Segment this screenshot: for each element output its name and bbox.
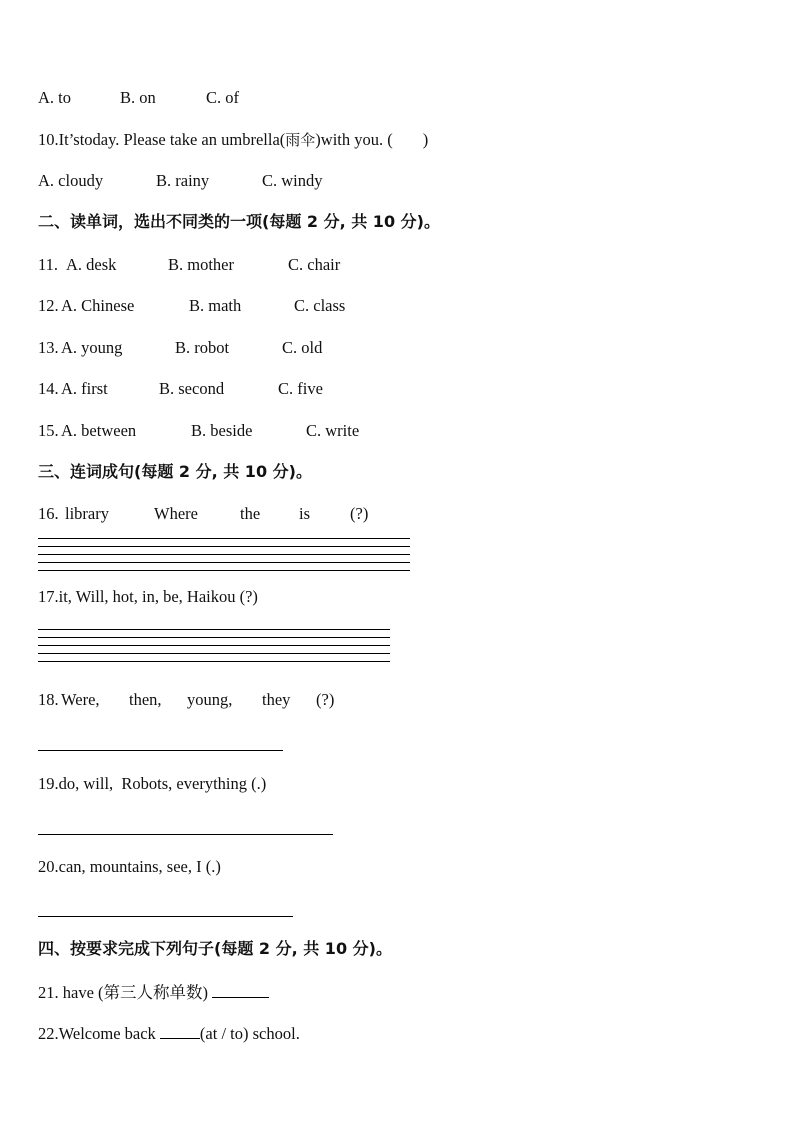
q22-text-after: (at / to) school. [199,1024,300,1043]
q17-question: 17.it, Will, hot, in, be, Haikou (?) [38,587,258,606]
q15-option-c: C. write [306,421,360,440]
q21-text: 21. have (第三人称单数) [38,983,213,1002]
q16-answer-line-1[interactable] [38,538,410,539]
q15-option-b: B. beside [191,421,253,440]
q10-question [38,130,428,150]
q9-option-c: C. of [206,88,239,107]
q12-option-a: A. Chinese [61,296,135,315]
q16-answer-line-4[interactable] [38,562,410,563]
q17-answer-line-1[interactable] [38,629,390,630]
q22-text: 22.Welcome back [38,1024,160,1043]
q20-question: 20.can, mountains, see, I (.) [38,857,221,876]
q16-answer-line-5[interactable] [38,570,410,571]
q11-number: 11. [38,255,63,274]
q21-question [38,982,269,1003]
q16-answer-line-2[interactable] [38,546,410,547]
q15-number: 15. [38,421,59,440]
q20-answer-line[interactable] [38,916,293,917]
q16-word-1: library [65,504,109,523]
q10-option-b: B. rainy [156,171,210,190]
q15-option-a: A. between [61,421,137,440]
q16-word-5: (?) [350,504,369,523]
q16-answer-line-3[interactable] [38,554,410,555]
q12-option-c: C. class [294,296,346,315]
q12-option-b: B. math [189,296,242,315]
q21-blank[interactable] [212,982,269,998]
q14-option-c: C. five [278,379,323,398]
q10-text-2: )with you. ( [315,130,393,149]
q18-word-5: (?) [316,690,335,709]
q10-text: 10.It’stoday. Please take an umbrella( [38,130,286,149]
q17-answer-line-5[interactable] [38,661,390,662]
q17-answer-line-3[interactable] [38,645,390,646]
q13-number: 13. [38,338,59,357]
q11-option-a: A. desk [66,255,117,274]
q16-number: 16. [38,504,59,523]
section-2-heading: 二、读单词，选出不同类的一项(每题 2 分, 共 10 分)。 [38,212,440,231]
section-4-heading: 四、按要求完成下列句子(每题 2 分, 共 10 分)。 [38,939,392,958]
q13-option-c: C. old [282,338,323,357]
q10-close-paren: ) [422,130,429,149]
q13-option-b: B. robot [175,338,230,357]
q18-word-2: then, [129,690,162,709]
q16-word-2: Where [154,504,198,523]
q17-answer-line-2[interactable] [38,637,390,638]
q14-number: 14. [38,379,59,398]
q19-question: 19.do, will, Robots, everything (.) [38,774,267,793]
section-3-heading: 三、连词成句(每题 2 分, 共 10 分)。 [38,462,312,481]
q18-word-4: they [262,690,291,709]
q9-option-b: B. on [120,88,156,107]
q17-answer-line-4[interactable] [38,653,390,654]
q22-blank[interactable] [160,1023,200,1039]
q12-number: 12. [38,296,59,315]
q16-word-3: the [240,504,261,523]
q22-question [38,1023,300,1044]
q18-number: 18. [38,690,59,709]
q18-word-3: young, [187,690,233,709]
q14-option-b: B. second [159,379,225,398]
q19-answer-line[interactable] [38,834,333,835]
q13-option-a: A. young [61,338,123,357]
q16-word-4: is [299,504,311,523]
q18-word-1: Were, [61,690,100,709]
q10-chinese-gloss: 雨伞 [285,131,316,149]
q18-answer-line[interactable] [38,750,283,751]
q11-option-c: C. chair [288,255,341,274]
q14-option-a: A. first [61,379,108,398]
q10-option-c: C. windy [262,171,323,190]
q9-option-a: A. to [38,88,71,107]
q11-option-b: B. mother [168,255,234,274]
q10-option-a: A. cloudy [38,171,104,190]
